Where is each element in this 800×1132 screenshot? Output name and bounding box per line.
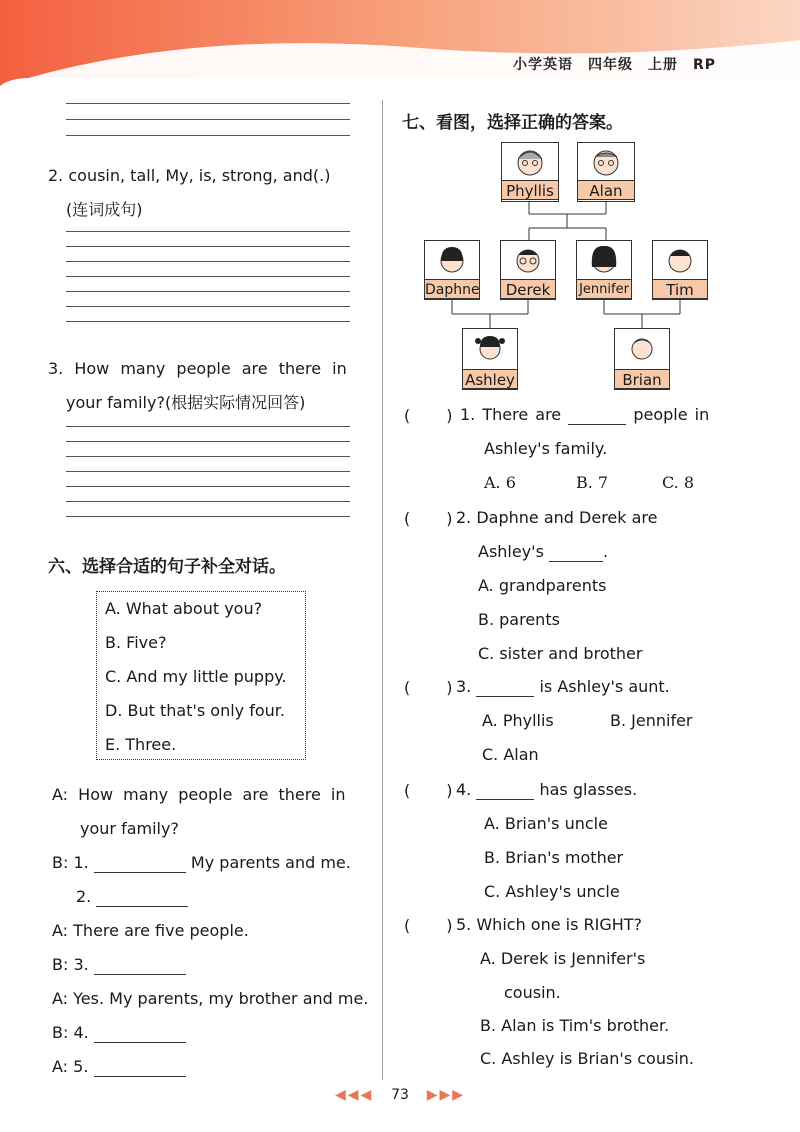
speaker: B:: [52, 1023, 69, 1042]
q-text: Daphne and Derek are: [476, 508, 658, 527]
page-number-value: 73: [391, 1087, 409, 1103]
speaker: A:: [52, 989, 69, 1008]
dialogue-line-5: [52, 921, 249, 941]
question-1: [460, 405, 720, 425]
q-text: Ashley's: [478, 542, 544, 561]
dialogue-line-6: [52, 955, 186, 975]
paren-open: (: [404, 406, 411, 425]
blank-2[interactable]: [96, 906, 188, 907]
book-info: 小学英语 四年级 上册 RP: [512, 57, 716, 73]
q-num: 4.: [456, 780, 472, 799]
dialogue-line-8: [52, 1023, 186, 1043]
label-tim: Tim: [652, 279, 708, 299]
man-glasses-icon: [501, 241, 555, 281]
grandfather-icon: [578, 143, 634, 183]
options-box: [96, 591, 306, 760]
dialogue-text: Yes. My parents, my brother and me.: [73, 989, 369, 1008]
q-text: is Ashley's aunt.: [539, 677, 670, 696]
label-ashley: Ashley: [462, 369, 518, 389]
speaker: A:: [52, 1057, 69, 1076]
dialogue-line-7: [52, 989, 368, 1009]
q2-option-a: A. grandparents: [478, 576, 607, 595]
blank-4[interactable]: [94, 1042, 186, 1043]
paren-close: ): [446, 509, 453, 528]
question-4: [456, 780, 637, 800]
paren-open: (: [404, 781, 411, 800]
paren-2: [404, 509, 453, 528]
question-5: [456, 915, 642, 935]
answer-blank[interactable]: [476, 696, 534, 697]
paren-4: [404, 781, 453, 800]
answer-lines-q3: [66, 426, 350, 517]
dialogue-text: How many people are there in: [78, 785, 346, 804]
answer-blank[interactable]: [568, 424, 626, 425]
q5-option-a-cont: cousin.: [504, 983, 561, 1002]
q2-option-b: B. parents: [478, 610, 560, 629]
dialogue-text: 5.: [73, 1057, 89, 1076]
label-daphne: Daphne: [424, 279, 480, 299]
paren-5: [404, 916, 453, 935]
paren-3: [404, 678, 453, 697]
label-derek: Derek: [500, 279, 556, 299]
section-7-title: 七、看图，选择正确的答案。: [402, 113, 623, 133]
blank-3[interactable]: [94, 974, 186, 975]
option-a: A. What about you?: [105, 599, 263, 618]
q4-option-c: C. Ashley's uncle: [484, 882, 620, 901]
option-b: B. Five?: [105, 633, 167, 652]
dialogue-line-3: [52, 853, 351, 873]
q5-option-a: A. Derek is Jennifer's: [480, 949, 646, 968]
q5-option-c: C. Ashley is Brian's cousin.: [480, 1049, 694, 1068]
label-phyllis: Phyllis: [501, 180, 559, 200]
dialogue-line-9: [52, 1057, 186, 1077]
label-jennifer: Jennifer: [576, 279, 632, 299]
q-text: people in: [633, 405, 710, 424]
dialogue-text: 2.: [76, 887, 92, 906]
question-2: 2. cousin, tall, My, is, strong, and(.): [48, 166, 331, 185]
family-tree-lines: [0, 0, 800, 400]
baby-icon: [615, 329, 669, 371]
q5-option-b: B. Alan is Tim's brother.: [480, 1016, 670, 1035]
q1-option-c: C. 8: [662, 473, 695, 492]
blank-5[interactable]: [94, 1076, 186, 1077]
paren-close: ): [446, 678, 453, 697]
answer-blank[interactable]: [476, 799, 534, 800]
question-3-hint: (根据实际情况回答): [164, 393, 306, 412]
q3-option-c: C. Alan: [482, 745, 539, 764]
woman-icon: [425, 241, 479, 281]
q-text: has glasses.: [539, 780, 638, 799]
paren-close: ): [446, 916, 453, 935]
paren-1: [404, 406, 453, 425]
question-2: [456, 508, 658, 528]
q-text: Which one is RIGHT?: [476, 915, 643, 934]
dialogue-text: My parents and me.: [190, 853, 351, 872]
answer-blank[interactable]: [549, 561, 603, 562]
option-d: D. But that's only four.: [105, 701, 285, 720]
dialogue-text: 3.: [73, 955, 89, 974]
question-3: [456, 677, 670, 697]
paren-open: (: [404, 509, 411, 528]
q1-option-b: B. 7: [576, 473, 609, 492]
option-e: E. Three.: [105, 735, 177, 754]
paren-close: ): [446, 781, 453, 800]
paren-open: (: [404, 678, 411, 697]
speaker: A:: [52, 921, 69, 940]
q-num: 3.: [456, 677, 472, 696]
q4-option-b: B. Brian's mother: [484, 848, 624, 867]
blank-1[interactable]: [94, 872, 186, 873]
paren-open: (: [404, 916, 411, 935]
q-num: 5.: [456, 915, 472, 934]
dialogue-text: 4.: [73, 1023, 89, 1042]
q2-option-c: C. sister and brother: [478, 644, 643, 663]
dialogue-line-4: [76, 887, 188, 907]
q-num: 2.: [456, 508, 472, 527]
speaker: B:: [52, 955, 69, 974]
q4-option-a: A. Brian's uncle: [484, 814, 608, 833]
label-brian: Brian: [614, 369, 670, 389]
option-c: C. And my little puppy.: [105, 667, 287, 686]
arrow-right-icon: ▶▶▶: [426, 1087, 466, 1103]
question-2-line2: Ashley's .: [478, 542, 609, 561]
q3-option-b: B. Jennifer: [610, 711, 693, 730]
dialogue-line-2: your family?: [80, 819, 179, 838]
label-alan: Alan: [577, 180, 635, 200]
dialogue-line-1: [52, 785, 346, 805]
q1-option-a: A. 6: [484, 473, 516, 492]
woman-icon: [577, 241, 631, 281]
question-2-hint: (连词成句): [66, 200, 143, 219]
question-3: 3. How many people are there in: [48, 359, 347, 378]
q-text: There are: [482, 405, 562, 424]
dialogue-text: There are five people.: [73, 921, 249, 940]
grandmother-icon: [502, 143, 558, 183]
question-3-text: your family?: [66, 393, 165, 412]
girl-icon: [463, 329, 517, 371]
section-6-title: 六、选择合适的句子补全对话。: [48, 557, 286, 577]
q-num: 1.: [460, 405, 476, 424]
question-1-line2: Ashley's family.: [484, 439, 608, 458]
paren-close: ): [446, 406, 453, 425]
arrow-left-icon: ◀◀◀: [334, 1087, 374, 1103]
dialogue-text: 1.: [73, 853, 89, 872]
speaker: A:: [52, 785, 69, 804]
man-icon: [653, 241, 707, 281]
speaker: B:: [52, 853, 69, 872]
q3-option-a: A. Phyllis: [482, 711, 554, 730]
page-number: [0, 1087, 800, 1103]
